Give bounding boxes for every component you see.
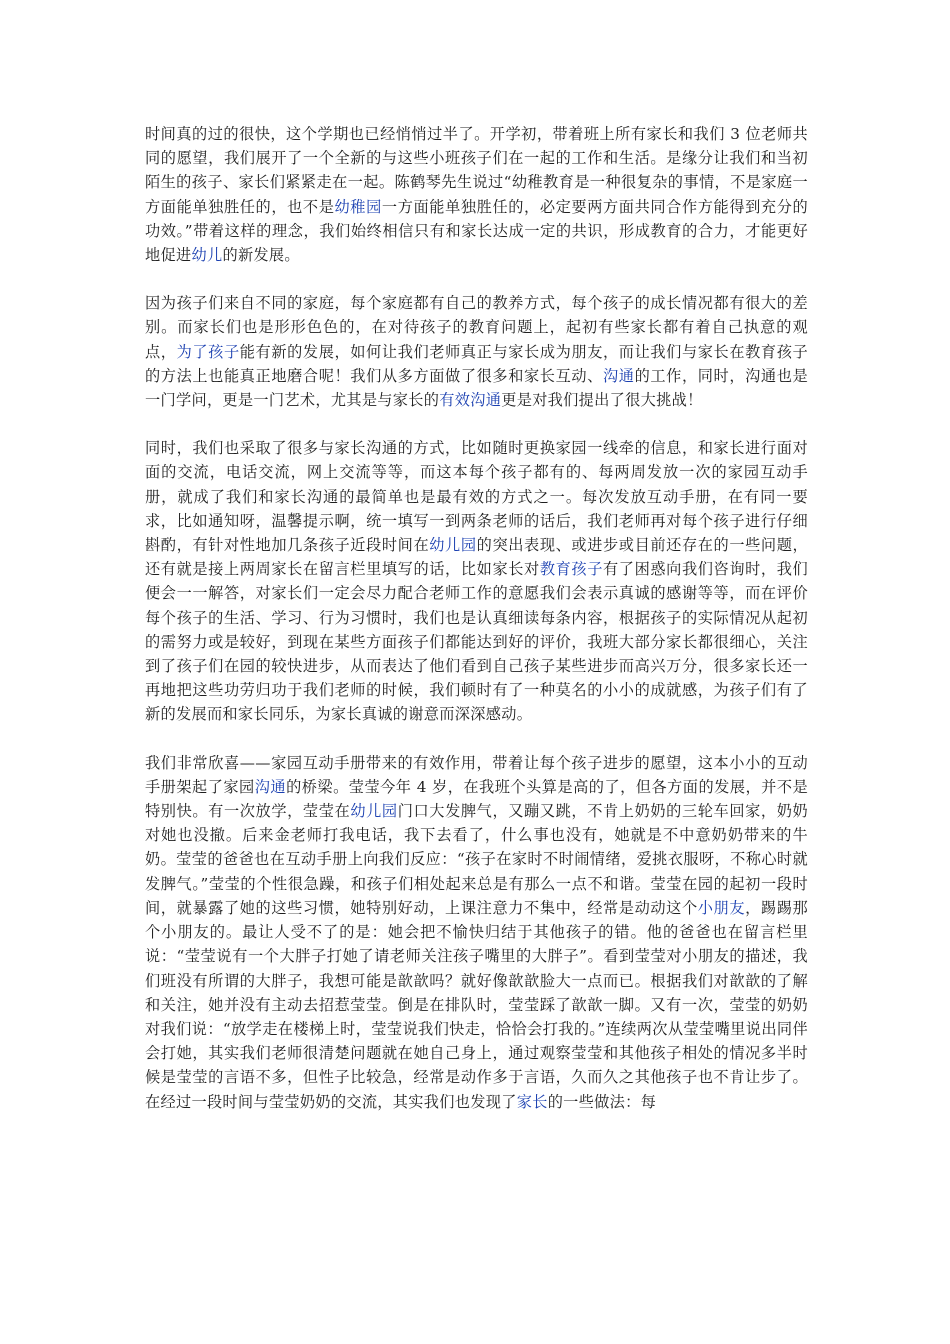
paragraph-text: 同时，我们也采取了很多与家长沟通的方式，比如随时更换家园一线牵的信息，和家长进行面对面的交流，电话交流，网上交流等等，而这本每个孩子都有的、每两周发放一次的家园互动手册，就成了我们和家长沟通的最简单也是最有效的方式之一。每次发放互动手册，在有同一要求，比如通知呀，温馨提示啊，统一填写一到两条老师的话后，我们老师再对每个孩子进行仔细斟酌，有针对性地加几条孩子近段时间在 [145,439,808,555]
keyword-link[interactable]: 教育孩子 [539,560,603,579]
paragraph-text: 我们非常欣喜——家园互动手册带来的有效作用，带着让每个孩子进步的愿望，这本小小的互动手册架起了家园 [145,753,808,796]
paragraph-3 [145,436,808,726]
paragraph-text: 能有新的发展，如何让我们老师真正与家长成为朋友，而让我们与家长在教育孩子的方法上也能真正地磨合呢！我们从多方面做了很多和家长互动、 [145,342,808,385]
paragraph-text: 的一些做法：每 [547,1092,657,1111]
paragraph-text: 的突出表现、或进步或目前还存在的一些问题，还有就是接上两周家长在留言栏里填写的话，比如家长对 [145,536,808,579]
keyword-link[interactable]: 沟通 [254,777,287,796]
paragraph-4 [145,751,808,1114]
paragraph-text: 有了困惑向我们咨询时，我们便会一一解答，对家长们一定会尽力配合老师工作的意愿我们会表示真诚的感谢等等，而在评价每个孩子的生活、学习、行为习惯时，我们也是认真细读每条内容，根据孩子的实际情况从起初的需努力或是较好，到现在某些方面孩子们都能达到好的评价，我班大部分家长都很细心，关注到了孩子们在园的较快进步，从而表达了他们看到自己孩子某些进步而高兴万分，很多家长还一再地把这些功劳归功于我们老师的时候，我们顿时有了一种莫名的小小的成就感，为孩子们有了新的发展而和家长同乐，为家长真诚的谢意而深深感动。 [145,560,809,724]
keyword-link[interactable]: 沟通 [602,366,635,385]
paragraph-text: 因为孩子们来自不同的家庭，每个家庭都有自己的教养方式，每个孩子的成长情况都有很大的差别。而家长们也是形形色色的，在对待孩子的教育问题上，起初有些家长都有着自己执意的观点， [145,294,808,361]
keyword-link[interactable]: 为了孩子 [176,342,240,361]
paragraph-text: ，踢踢那个小朋友的。最让人受不了的是：她会把不愉快归结于其他孩子的错。他的爸爸也在留言栏里说：“莹莹说有一个大胖子打她了请老师关注孩子嘴里的大胖子”。看到莹莹对小朋友的描述，我们班没有所谓的大胖子，我想可能是歆歆吗？就好像歆歆脸大一点而已。根据我们对歆歆的了解和关注，她并没有主动去招惹莹莹。倒是在排队时，莹莹踩了歆歆一脚。又有一次，莹莹的奶奶对我们说：“放学走在楼梯上时，莹莹说我们快走，恰恰会打我的。”连续两次从莹莹嘴里说出同伴会打她，其实我们老师很清楚问题就在她自己身上，通过观察莹莹和其他孩子相处的情况多半时候是莹莹的言语不多，但性子比较急，经常是动作多于言语，久而久之其他孩子也不肯让步了。在经过一段时间与莹莹奶奶的交流，其实我们也发现了 [145,898,809,1111]
paragraph-text: 的新发展。 [222,246,300,265]
paragraph-2 [145,291,808,412]
keyword-link[interactable]: 幼儿园 [429,536,477,555]
keyword-link[interactable]: 幼儿 [191,246,223,265]
paragraph-text: 的工作，同时，沟通也是一门学问，更是一门艺术，尤其是与家长的 [145,366,808,410]
keyword-link[interactable]: 幼稚园 [334,197,382,216]
keyword-link[interactable]: 小朋友 [697,898,746,917]
document-body [145,122,808,1138]
paragraph-text: 更是对我们提出了很大挑战！ [501,391,703,410]
paragraph-text: 门口大发脾气，又蹦又跳，不肯上奶奶的三轮车回家，奶奶对她也没撤。后来金老师打我电话，我下去看了，什么事也没有，她就是不中意奶奶带来的牛奶。莹莹的爸爸也在互动手册上向我们反应：“孩子在家时不时闹情绪，爱挑衣服呀，不称心时就发脾气。”莹莹的个性很急躁，和孩子们相处起来总是有那么一点不和谐。莹莹在园的起初一段时间，就暴露了她的这些习惯，她特别好动，上课注意力不集中，经常是动动这个 [145,802,808,917]
keyword-link[interactable]: 幼儿园 [350,802,398,821]
paragraph-text: 时间真的过的很快，这个学期也已经悄悄过半了。开学初，带着班上所有家长和我们 3 位老师共同的愿望，我们展开了一个全新的与这些小班孩子们在一起的工作和生活。是缘分让我们和当初陌生的孩子、家长们紧紧走在一起。陈鹤琴先生说过“幼稚教育是一种很复杂的事情，不是家庭一方面能单独胜任的，也不是 [145,125,808,216]
paragraph-1 [145,122,808,267]
paragraph-text: 的桥梁。莹莹今年 4 岁，在我班个头算是高的了，但各方面的发展，并不是特别快。有一次放学，莹莹在 [145,777,808,821]
keyword-link[interactable]: 有效沟通 [439,391,502,410]
paragraph-text: 一方面能单独胜任的，必定要两方面共同合作方能得到充分的功效。”带着这样的理念，我们始终相信只有和家长达成一定的共识，形成教育的合力，才能更好地促进 [145,197,808,265]
keyword-link[interactable]: 家长 [516,1092,548,1111]
